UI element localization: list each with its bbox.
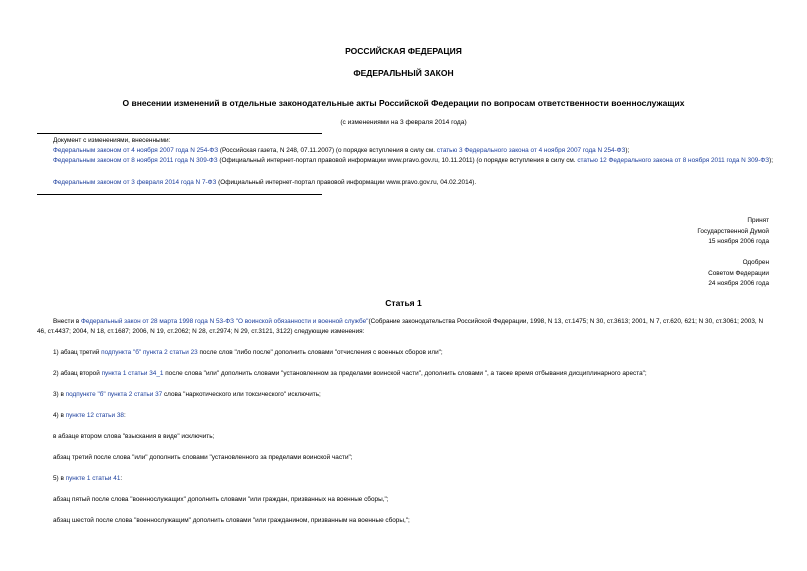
approved-body: Советом Федерации	[708, 269, 769, 277]
item-2-link[interactable]: пункта 1 статьи 34_1	[101, 370, 164, 377]
item-5-rest: :	[120, 475, 123, 482]
amend-link-2011[interactable]: Федеральным законом от 8 ноября 2011 года N 309-ФЗ	[53, 157, 218, 164]
intro-pre: Внести в	[53, 318, 81, 325]
law-53-fz-link[interactable]: Федеральный закон от 28 марта 1998 года N 53-ФЗ "О воинской обязанности и военной службе"	[80, 318, 369, 325]
intro-rest: (Собрание законодательства Российской Федерации, 1998, N 13, ст.1475; N 30, ст.3613; 2001, N 7, ст.620, 621; N 30, ст.3061; 2003, N 46, ст.4437; 2004, N 18, ст.1687; 2006, N 19, ст.2062; N 28, ст.2974; N 29, ст.3121, 3122) следующие изменения:	[37, 318, 764, 335]
amend-link-2007-art3[interactable]: статью 3 Федерального закона от 4 ноября 2007 года N 254-ФЗ	[436, 147, 626, 154]
approved-block	[708, 258, 769, 290]
document-title: О внесении изменений в отдельные законодательные акты Российской Федерации по вопросам ответственности военнослужащих	[122, 98, 685, 108]
approved-label: Одобрен	[742, 259, 769, 266]
item-4-link[interactable]: пункте 12 статьи 38	[65, 412, 124, 419]
item-4a: в абзаце втором слова "взыскания в виде" исключить;	[53, 433, 215, 440]
item-5	[53, 474, 122, 484]
item-1-pre: 1) абзац третий	[53, 349, 102, 356]
doc-type-heading: ФЕДЕРАЛЬНЫЙ ЗАКОН	[353, 68, 454, 78]
adopted-date: 15 ноября 2006 года	[708, 238, 769, 245]
item-3-rest: слова "наркотического или токсического" исключить;	[162, 391, 321, 398]
country-heading: РОССИЙСКАЯ ФЕДЕРАЦИЯ	[345, 46, 462, 56]
item-3-pre: 3) в	[53, 391, 66, 398]
item-2-pre: 2) абзац второй	[53, 370, 102, 377]
article-title: Статья 1	[385, 298, 422, 308]
amend-link-2014[interactable]: Федеральным законом от 3 февраля 2014 года N 7-ФЗ	[53, 179, 217, 186]
item-4-rest: :	[123, 412, 126, 419]
item-3-link[interactable]: подпункте "б" пункта 2 статьи 37	[65, 391, 163, 398]
amend-link-2007[interactable]: Федеральным законом от 4 ноября 2007 года N 254-ФЗ	[53, 147, 219, 154]
change-1-text: (Российская газета, N 248, 07.11.2007) (о порядке вступления в силу см.	[218, 147, 437, 154]
approved-date: 24 ноября 2006 года	[708, 280, 769, 287]
item-2-rest: после слова "или" дополнить словами "установленном за пределами воинской части", дополнить словами ", а также время отбывания дисциплинарного ареста";	[163, 370, 647, 377]
change-2-text: (Официальный интернет-портал правовой информации www.pravo.gov.ru, 10.11.2011) (о порядке вступления в силу см.	[217, 157, 578, 164]
item-5-pre: 5) в	[53, 475, 66, 482]
item-1	[53, 348, 443, 358]
item-4-pre: 4) в	[53, 412, 66, 419]
change-line-1	[53, 146, 629, 156]
top-rule	[37, 133, 322, 134]
change-line-2	[37, 156, 773, 166]
change-3-text: (Официальный интернет-портал правовой информации www.pravo.gov.ru, 04.02.2014).	[216, 179, 477, 186]
change-2-end: );	[769, 157, 773, 164]
item-5-link[interactable]: пункте 1 статьи 41	[65, 475, 121, 482]
bottom-rule	[37, 194, 322, 195]
amendment-note: (с изменениями на 3 февраля 2014 года)	[340, 119, 467, 126]
item-2	[53, 369, 647, 379]
adopted-body: Государственной Думой	[697, 227, 769, 235]
item-5b: абзац шестой после слова "военнослужащим" дополнить словами "или гражданином, призванным на военные сборы,";	[53, 517, 410, 524]
item-5a: абзац пятый после слова "военнослужащих" дополнить словами "или граждан, призванных на военные сборы,";	[53, 496, 389, 503]
change-1-end: );	[625, 147, 630, 154]
item-4	[53, 411, 126, 421]
adopted-block	[697, 216, 769, 248]
change-line-3	[53, 178, 476, 188]
item-3	[53, 390, 321, 400]
article-intro	[37, 317, 773, 337]
amend-link-2011-art12[interactable]: статью 12 Федерального закона от 8 ноября 2011 года N 309-ФЗ	[577, 157, 770, 164]
item-4b: абзац третий после слова "или" дополнить словами "установленного за пределами воинской части";	[53, 454, 353, 461]
changes-intro: Документ с изменениями, внесенными:	[53, 137, 171, 144]
adopted-label: Принят	[747, 217, 769, 224]
item-1-link[interactable]: подпункта "б" пункта 2 статьи 23	[101, 349, 198, 356]
item-1-rest: после слов "либо после" дополнить словами "отчисления с военных сборов или";	[197, 349, 443, 356]
